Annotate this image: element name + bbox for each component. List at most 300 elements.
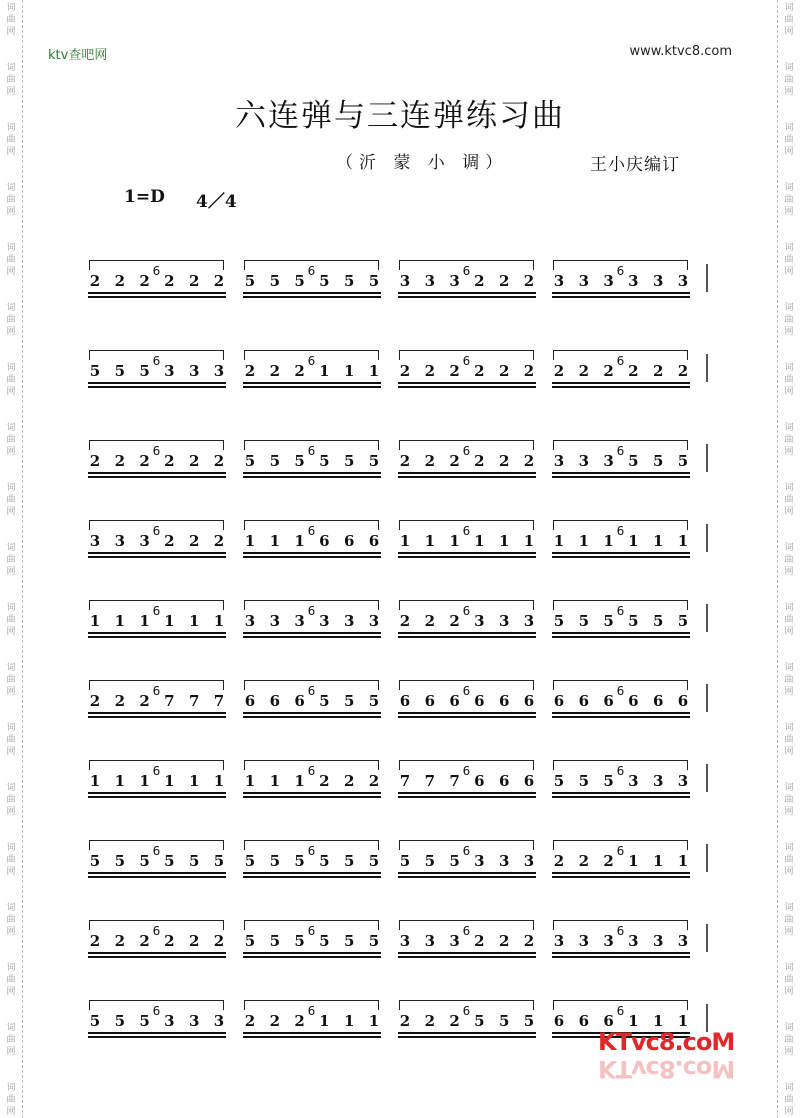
measure: [86, 588, 232, 648]
note: 3: [553, 272, 565, 290]
margin-mark: 词 曲 网: [784, 363, 794, 397]
sextuplet-bracket: [553, 260, 688, 278]
beam-line: [552, 292, 690, 294]
note: 2: [449, 362, 460, 380]
note: 5: [164, 852, 175, 870]
sextuplet-number: 6: [149, 924, 165, 938]
note: 5: [114, 852, 126, 870]
note: 5: [114, 362, 126, 380]
note: 5: [368, 452, 380, 470]
beam-line: [398, 296, 536, 298]
margin-mark: 词 曲 网: [784, 243, 794, 277]
note: 6: [603, 692, 614, 710]
note: 1: [578, 532, 590, 550]
note: 1: [213, 612, 225, 630]
margin-mark: 词 曲 网: [784, 303, 794, 337]
note: 5: [474, 1012, 485, 1030]
note: 2: [474, 932, 485, 950]
beam-line: [552, 716, 690, 718]
note: 2: [188, 452, 200, 470]
sextuplet-bracket: [399, 760, 534, 778]
note: 5: [368, 932, 380, 950]
sextuplet-number: 6: [613, 264, 629, 278]
note: 2: [399, 452, 411, 470]
note: 2: [343, 772, 355, 790]
note: 6: [628, 692, 639, 710]
note: 2: [114, 452, 126, 470]
beam-line: [88, 872, 226, 874]
beam-line: [243, 1032, 381, 1034]
note-group: [86, 930, 228, 952]
note: 7: [213, 692, 225, 710]
note-group: [550, 850, 692, 872]
sextuplet-bracket: [244, 760, 379, 778]
sextuplet-bracket: [244, 350, 379, 368]
note: 3: [424, 932, 436, 950]
note: 3: [553, 932, 565, 950]
measure: [86, 508, 232, 568]
note: 6: [244, 692, 256, 710]
note-group: [241, 770, 383, 792]
note: 2: [244, 1012, 256, 1030]
beam-line: [552, 476, 690, 478]
margin-mark: 词 曲 网: [6, 3, 16, 37]
watermark-logo: KTvc8.coM: [598, 1028, 735, 1056]
beam-line: [243, 552, 381, 554]
sextuplet-number: 6: [613, 604, 629, 618]
sextuplet-bracket: [244, 680, 379, 698]
margin-mark: 词 曲 网: [6, 603, 16, 637]
note: 5: [244, 272, 256, 290]
score-line: [86, 908, 726, 968]
beam-line: [398, 382, 536, 384]
note: 3: [449, 272, 460, 290]
sextuplet-number: 6: [459, 684, 475, 698]
note-group: [86, 530, 228, 552]
watermark-logo-reflection: KTvc8.coM: [598, 1055, 735, 1083]
note: 2: [474, 272, 485, 290]
note: 5: [319, 272, 330, 290]
sextuplet-number: 6: [459, 524, 475, 538]
note: 1: [498, 532, 510, 550]
note: 5: [294, 452, 305, 470]
note: 2: [399, 362, 411, 380]
note-group: [86, 690, 228, 712]
note: 1: [244, 772, 256, 790]
note: 2: [164, 452, 175, 470]
note: 3: [399, 272, 411, 290]
sextuplet-number: 6: [613, 684, 629, 698]
measure: [241, 338, 387, 398]
beam-line: [243, 872, 381, 874]
note-group: [550, 690, 692, 712]
score-subtitle: （沂 蒙 小 调）: [336, 153, 509, 173]
note: 2: [139, 932, 150, 950]
measure: [86, 748, 232, 808]
measure: [550, 828, 696, 888]
note: 5: [523, 1012, 535, 1030]
sextuplet-number: 6: [613, 444, 629, 458]
note-group: [396, 270, 538, 292]
note-group: [396, 690, 538, 712]
beam-line: [243, 472, 381, 474]
note: 1: [164, 772, 175, 790]
note: 1: [294, 532, 305, 550]
measure: [396, 988, 542, 1048]
score-line: [86, 508, 726, 568]
sextuplet-number: 6: [149, 354, 165, 368]
margin-mark: 词 曲 网: [784, 903, 794, 937]
sextuplet-bracket: [244, 600, 379, 618]
note: 5: [652, 612, 664, 630]
beam-line: [398, 1032, 536, 1034]
note: 5: [578, 772, 590, 790]
beam-line: [398, 872, 536, 874]
note-group: [550, 450, 692, 472]
beam-line: [243, 716, 381, 718]
note: 6: [578, 1012, 590, 1030]
measure: [396, 248, 542, 308]
note: 5: [244, 452, 256, 470]
note: 5: [269, 852, 281, 870]
beam-line: [88, 712, 226, 714]
margin-mark: 词 曲 网: [6, 963, 16, 997]
beam-line: [243, 296, 381, 298]
measure: [396, 748, 542, 808]
margin-mark: 词 曲 网: [784, 3, 794, 37]
note: 1: [399, 532, 411, 550]
sextuplet-bracket: [399, 840, 534, 858]
note: 3: [164, 1012, 175, 1030]
note-group: [241, 450, 383, 472]
note-group: [86, 770, 228, 792]
measure: [396, 428, 542, 488]
note-group: [241, 530, 383, 552]
beam-line: [398, 552, 536, 554]
beam-line: [243, 556, 381, 558]
jianpu-score: [86, 0, 726, 1118]
note: 5: [399, 852, 411, 870]
beam-line: [88, 716, 226, 718]
margin-mark: 词 曲 网: [6, 63, 16, 97]
note: 5: [244, 852, 256, 870]
sextuplet-number: 6: [459, 924, 475, 938]
beam-line: [552, 872, 690, 874]
score-line: [86, 748, 726, 808]
beam-line: [398, 472, 536, 474]
note: 2: [139, 272, 150, 290]
note: 2: [188, 532, 200, 550]
note: 2: [294, 1012, 305, 1030]
beam-line: [552, 876, 690, 878]
note: 2: [424, 452, 436, 470]
note: 3: [269, 612, 281, 630]
margin-mark: 词 曲 网: [6, 1023, 16, 1057]
sextuplet-bracket: [89, 520, 224, 538]
beam-line: [88, 296, 226, 298]
note: 6: [578, 692, 590, 710]
note: 5: [677, 452, 689, 470]
note: 1: [652, 852, 664, 870]
sextuplet-number: 6: [304, 924, 320, 938]
beam-line: [552, 296, 690, 298]
note-group: [396, 1010, 538, 1032]
note-group: [550, 610, 692, 632]
note: 2: [188, 932, 200, 950]
note: 2: [474, 362, 485, 380]
note-group: [86, 1010, 228, 1032]
measure: [550, 248, 696, 308]
sextuplet-bracket: [89, 1000, 224, 1018]
note: 2: [523, 452, 535, 470]
note: 3: [294, 612, 305, 630]
note: 1: [139, 772, 150, 790]
note: 1: [269, 532, 281, 550]
measure: [550, 588, 696, 648]
sextuplet-number: 6: [304, 524, 320, 538]
note: 5: [89, 362, 101, 380]
margin-mark: 词 曲 网: [784, 1023, 794, 1057]
note: 3: [114, 532, 126, 550]
note: 3: [89, 532, 101, 550]
note: 5: [89, 1012, 101, 1030]
beam-line: [88, 552, 226, 554]
note: 5: [424, 852, 436, 870]
note: 1: [628, 1012, 639, 1030]
note-group: [86, 450, 228, 472]
beam-line: [243, 476, 381, 478]
beam-line: [88, 1036, 226, 1038]
margin-mark: 词 曲 网: [784, 783, 794, 817]
note: 2: [164, 932, 175, 950]
note: 2: [164, 272, 175, 290]
note: 5: [244, 932, 256, 950]
beam-line: [243, 632, 381, 634]
beam-line: [88, 636, 226, 638]
note: 5: [294, 932, 305, 950]
beam-line: [398, 716, 536, 718]
note: 2: [578, 852, 590, 870]
beam-line: [243, 636, 381, 638]
measure: [396, 508, 542, 568]
sextuplet-bracket: [89, 600, 224, 618]
sextuplet-bracket: [399, 1000, 534, 1018]
note: 1: [474, 532, 485, 550]
note: 2: [652, 362, 664, 380]
note: 1: [677, 532, 689, 550]
note-group: [550, 930, 692, 952]
margin-mark: 词 曲 网: [784, 183, 794, 217]
note: 2: [449, 612, 460, 630]
note: 3: [498, 852, 510, 870]
note: 6: [343, 532, 355, 550]
note: 3: [368, 612, 380, 630]
note: 3: [399, 932, 411, 950]
beam-line: [398, 386, 536, 388]
beam-line: [552, 382, 690, 384]
beam-line: [88, 386, 226, 388]
note: 3: [343, 612, 355, 630]
note: 5: [628, 612, 639, 630]
note: 3: [677, 932, 689, 950]
note-group: [396, 770, 538, 792]
note: 3: [164, 362, 175, 380]
note: 1: [114, 772, 126, 790]
note: 3: [578, 452, 590, 470]
measure: [241, 428, 387, 488]
beam-line: [243, 792, 381, 794]
sextuplet-number: 6: [459, 764, 475, 778]
note: 3: [474, 852, 485, 870]
note: 2: [319, 772, 330, 790]
note: 1: [139, 612, 150, 630]
note-group: [396, 360, 538, 382]
sextuplet-number: 6: [149, 844, 165, 858]
note: 1: [188, 772, 200, 790]
note: 2: [553, 362, 565, 380]
note: 2: [294, 362, 305, 380]
margin-mark: 词 曲 网: [784, 63, 794, 97]
sextuplet-bracket: [244, 260, 379, 278]
sextuplet-bracket: [89, 440, 224, 458]
note: 5: [498, 1012, 510, 1030]
note: 2: [368, 772, 380, 790]
margin-mark: 词 曲 网: [6, 123, 16, 157]
note: 5: [368, 852, 380, 870]
note: 2: [628, 362, 639, 380]
note: 3: [677, 272, 689, 290]
sextuplet-bracket: [399, 600, 534, 618]
measure: [86, 828, 232, 888]
note: 6: [523, 692, 535, 710]
note: 2: [213, 272, 225, 290]
note: 2: [449, 452, 460, 470]
barline: [706, 524, 708, 552]
beam-line: [398, 792, 536, 794]
beam-line: [398, 556, 536, 558]
note: 3: [188, 1012, 200, 1030]
measure: [86, 428, 232, 488]
note: 5: [553, 612, 565, 630]
sextuplet-bracket: [553, 350, 688, 368]
barline: [706, 764, 708, 792]
margin-mark: 词 曲 网: [6, 843, 16, 877]
sextuplet-bracket: [399, 920, 534, 938]
sextuplet-number: 6: [304, 604, 320, 618]
measure: [241, 748, 387, 808]
note: 1: [553, 532, 565, 550]
measure: [241, 988, 387, 1048]
note: 1: [164, 612, 175, 630]
barline: [706, 684, 708, 712]
beam-line: [552, 632, 690, 634]
note: 5: [343, 932, 355, 950]
note-group: [396, 610, 538, 632]
note: 7: [399, 772, 411, 790]
beam-line: [243, 876, 381, 878]
note: 1: [343, 1012, 355, 1030]
note: 2: [213, 452, 225, 470]
beam-line: [398, 1036, 536, 1038]
sextuplet-bracket: [553, 680, 688, 698]
beam-line: [398, 712, 536, 714]
note: 1: [368, 1012, 380, 1030]
sextuplet-number: 6: [459, 354, 475, 368]
sextuplet-number: 6: [304, 1004, 320, 1018]
note: 3: [213, 1012, 225, 1030]
sextuplet-bracket: [89, 840, 224, 858]
note: 5: [677, 612, 689, 630]
beam-line: [552, 712, 690, 714]
note-group: [86, 610, 228, 632]
note: 5: [628, 452, 639, 470]
margin-mark: 词 曲 网: [784, 423, 794, 457]
sextuplet-bracket: [244, 440, 379, 458]
sextuplet-bracket: [89, 920, 224, 938]
note: 1: [628, 852, 639, 870]
note: 2: [553, 852, 565, 870]
note: 2: [213, 532, 225, 550]
note: 2: [114, 692, 126, 710]
margin-mark: 词 曲 网: [6, 903, 16, 937]
note: 3: [578, 272, 590, 290]
beam-line: [88, 472, 226, 474]
sextuplet-bracket: [244, 840, 379, 858]
sextuplet-number: 6: [459, 1004, 475, 1018]
measure: [550, 748, 696, 808]
note: 1: [677, 1012, 689, 1030]
note: 3: [603, 932, 614, 950]
note: 6: [603, 1012, 614, 1030]
note: 1: [319, 362, 330, 380]
margin-mark: 词 曲 网: [6, 723, 16, 757]
note: 2: [244, 362, 256, 380]
note: 5: [294, 272, 305, 290]
sextuplet-bracket: [399, 350, 534, 368]
margin-mark: 词 曲 网: [784, 663, 794, 697]
margin-mark: 词 曲 网: [6, 783, 16, 817]
score-title: 六连弹与三连弹练习曲: [235, 98, 565, 134]
note: 6: [523, 772, 535, 790]
sextuplet-bracket: [244, 920, 379, 938]
note: 2: [498, 362, 510, 380]
note: 1: [677, 852, 689, 870]
beam-line: [88, 956, 226, 958]
beam-line: [243, 952, 381, 954]
note: 1: [319, 1012, 330, 1030]
note: 2: [399, 1012, 411, 1030]
note: 3: [553, 452, 565, 470]
sextuplet-bracket: [553, 520, 688, 538]
note: 2: [89, 692, 101, 710]
barline: [706, 264, 708, 292]
note: 1: [269, 772, 281, 790]
note-group: [86, 850, 228, 872]
beam-line: [398, 956, 536, 958]
note: 2: [449, 1012, 460, 1030]
note-group: [550, 360, 692, 382]
sextuplet-bracket: [399, 680, 534, 698]
note-group: [86, 270, 228, 292]
note: 3: [652, 772, 664, 790]
note: 1: [188, 612, 200, 630]
note: 6: [368, 532, 380, 550]
note: 1: [89, 612, 101, 630]
beam-line: [398, 796, 536, 798]
note: 5: [343, 272, 355, 290]
note: 3: [603, 272, 614, 290]
measure: [241, 908, 387, 968]
